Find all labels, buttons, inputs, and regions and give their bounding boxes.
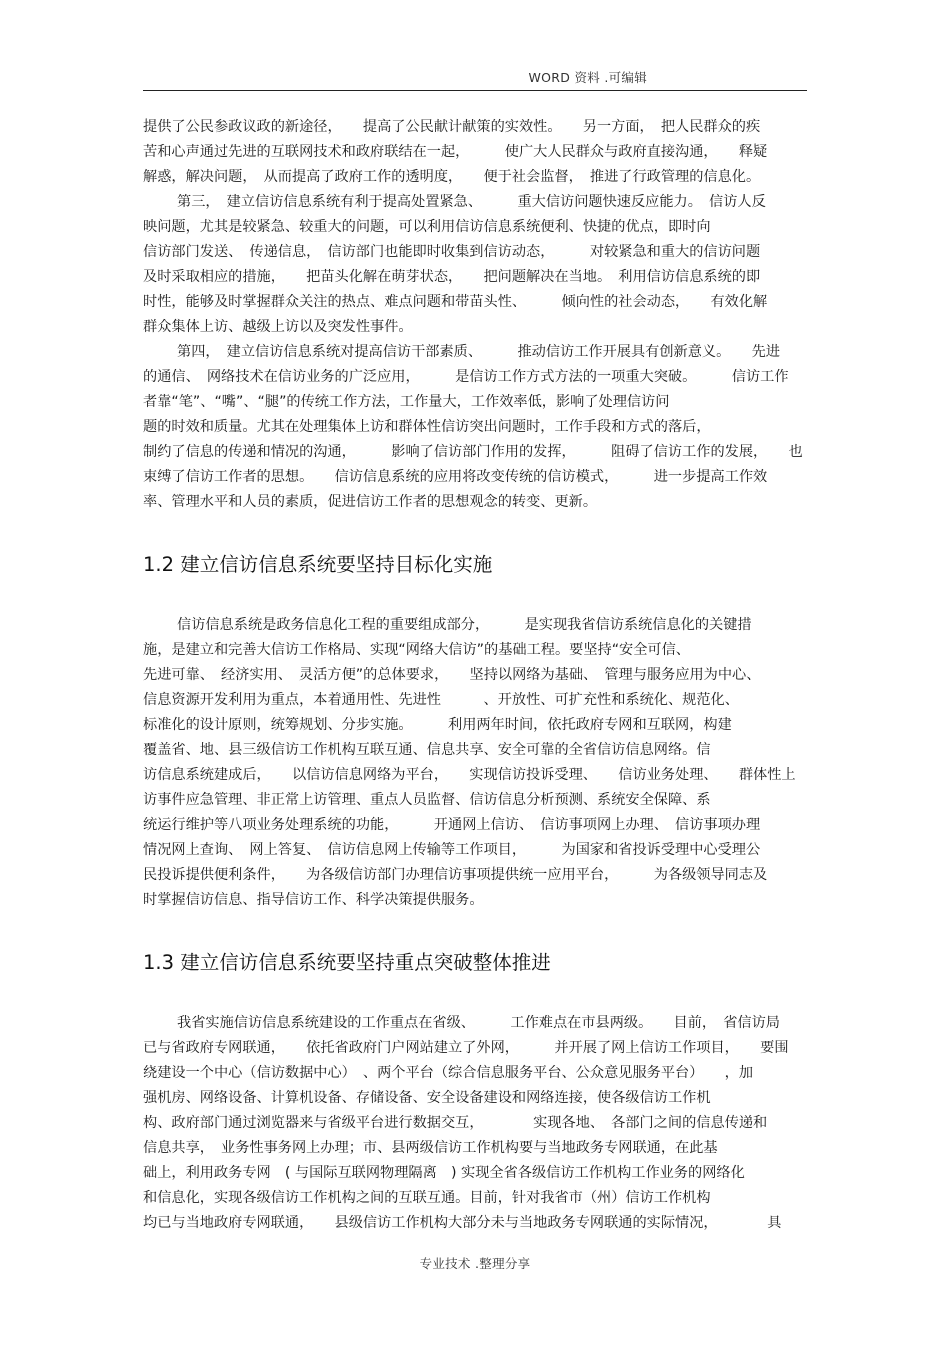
text-line: 率、管理水平和人员的素质，促进信访工作者的思想观念的转变、更新。 (143, 494, 598, 510)
paragraph-3 (143, 340, 807, 515)
paragraph-2 (143, 190, 807, 340)
header-text: WORD 资料 .可编辑 (528, 70, 647, 85)
text-line: 信访部门发送、 传递信息， 信访部门也能即时收集到信访动态， 对较紧急和重大的信访问题 (143, 244, 761, 260)
text-line: 我省实施信访信息系统建设的工作重点在省级、 工作难点在市县两级。 目前， 省信访局 (177, 1015, 780, 1031)
text-line: 施，是建立和完善大信访工作格局、实现“网络大信访”的基础工程。要坚持“安全可信、 (143, 642, 690, 658)
text-line: 信息共享， 业务性事务网上办理；市、县两级信访工作机构要与当地政务专网联通，在此基 (143, 1140, 718, 1156)
paragraph-4 (143, 613, 807, 913)
section-heading-1-2: 1.2 建立信访信息系统要坚持目标化实施 (143, 553, 493, 576)
text-line: 群众集体上访、越级上访以及突发性事件。 (143, 319, 413, 335)
text-line: 及时采取相应的措施， 把苗头化解在萌芽状态， 把问题解决在当地。 利用信访信息系统的即 (143, 269, 761, 285)
text-line: 苦和心声通过先进的互联网技术和政府联结在一起， 使广大人民群众与政府直接沟通， 释疑 (143, 144, 768, 160)
text-line: 者靠“笔”、“嘴”、“腿”的传统工作方法，工作量大，工作效率低，影响了处理信访问 (143, 394, 670, 410)
text-line: 已与省政府专网联通， 依托省政府门户网站建立了外网， 并开展了网上信访工作项目， 要围 (143, 1040, 789, 1056)
text-line: 标准化的设计原则，统筹规划、分步实施。 利用两年时间，依托政府专网和互联网，构建 (143, 717, 732, 733)
document-body (143, 115, 807, 1236)
section-heading-1-3: 1.3 建立信访信息系统要坚持重点突破整体推进 (143, 951, 551, 974)
text-line: 和信息化，实现各级信访工作机构之间的互联互通。目前，针对我省市（州）信访工作机构 (143, 1190, 711, 1206)
text-line: 础上，利用政务专网 ( 与国际互联网物理隔离 ) 实现全省各级信访工作机构工作业务的网络化 (143, 1165, 745, 1181)
text-line: 强机房、网络设备、计算机设备、存储设备、安全设备建设和网络连接，使各级信访工作机 (143, 1090, 711, 1106)
text-line: 第三， 建立信访信息系统有利于提高处置紧急、 重大信访问题快速反应能力。 信访人反 (177, 194, 766, 210)
text-line: 题的时效和质量。尤其在处理集体上访和群体性信访突出问题时，工作手段和方式的落后， (143, 419, 711, 435)
text-line: 第四， 建立信访信息系统对提高信访干部素质、 推动信访工作开展具有创新意义。 先进 (177, 344, 780, 360)
text-line: 时掌握信访信息、指导信访工作、科学决策提供服务。 (143, 892, 484, 908)
text-line: 均已与当地政府专网联通， 县级信访工作机构大部分未与当地政务专网联通的实际情况， 具 (143, 1215, 782, 1231)
paragraph-5 (143, 1011, 807, 1236)
text-line: 绕建设一个中心（信访数据中心） 、两个平台（综合信息服务平台、公众意见服务平台） ，加 (143, 1065, 754, 1081)
text-line: 解惑，解决问题， 从而提高了政府工作的透明度， 便于社会监督， 推进了行政管理的信息化。 (143, 169, 761, 185)
text-line: 时性，能够及时掌握群众关注的热点、难点问题和带苗头性、 倾向性的社会动态， 有效化解 (143, 294, 768, 310)
text-line: 访事件应急管理、非正常上访管理、重点人员监督、信访信息分析预测、系统安全保障、系 (143, 792, 711, 808)
text-line: 访信息系统建成后， 以信访信息网络为平台， 实现信访投诉受理、 信访业务处理、 群体性上 (143, 767, 796, 783)
text-line: 的通信、 网络技术在信访业务的广泛应用， 是信访工作方式方法的一项重大突破。 信访工作 (143, 369, 789, 385)
page-header (143, 66, 807, 91)
paragraph-1 (143, 115, 807, 190)
text-line: 束缚了信访工作者的思想。 信访信息系统的应用将改变传统的信访模式， 进一步提高工作效 (143, 469, 768, 485)
text-line: 映问题，尤其是较紧急、较重大的问题，可以利用信访信息系统便利、快捷的优点，即时向 (143, 219, 711, 235)
text-line: 信访信息系统是政务信息化工程的重要组成部分， 是实现我省信访系统信息化的关键措 (177, 617, 752, 633)
text-line: 构、政府部门通过浏览器来与省级平台进行数据交互， 实现各地、 各部门之间的信息传递和 (143, 1115, 768, 1131)
text-line: 民投诉提供便利条件， 为各级信访部门办理信访事项提供统一应用平台， 为各级领导同志及 (143, 867, 768, 883)
page-footer: 专业技术 .整理分享 (419, 1256, 531, 1271)
text-line: 提供了公民参政议政的新途径， 提高了公民献计献策的实效性。 另一方面， 把人民群众的疾 (143, 119, 761, 135)
text-line: 情况网上查询、 网上答复、 信访信息网上传输等工作项目， 为国家和省投诉受理中心受理公 (143, 842, 761, 858)
text-line: 信息资源开发利用为重点，本着通用性、先进性 、开放性、可扩充性和系统化、规范化、 (143, 692, 739, 708)
text-line: 覆盖省、地、县三级信访工作机构互联互通、信息共享、安全可靠的全省信访信息网络。信 (143, 742, 711, 758)
text-line: 统运行维护等八项业务处理系统的功能， 开通网上信访、 信访事项网上办理、 信访事项办理 (143, 817, 761, 833)
text-line: 制约了信息的传递和情况的沟通， 影响了信访部门作用的发挥， 阻碍了信访工作的发展， 也 (143, 444, 803, 460)
text-line: 先进可靠、 经济实用、 灵活方便”的总体要求， 坚持以网络为基础、 管理与服务应用为中心、 (143, 667, 761, 683)
